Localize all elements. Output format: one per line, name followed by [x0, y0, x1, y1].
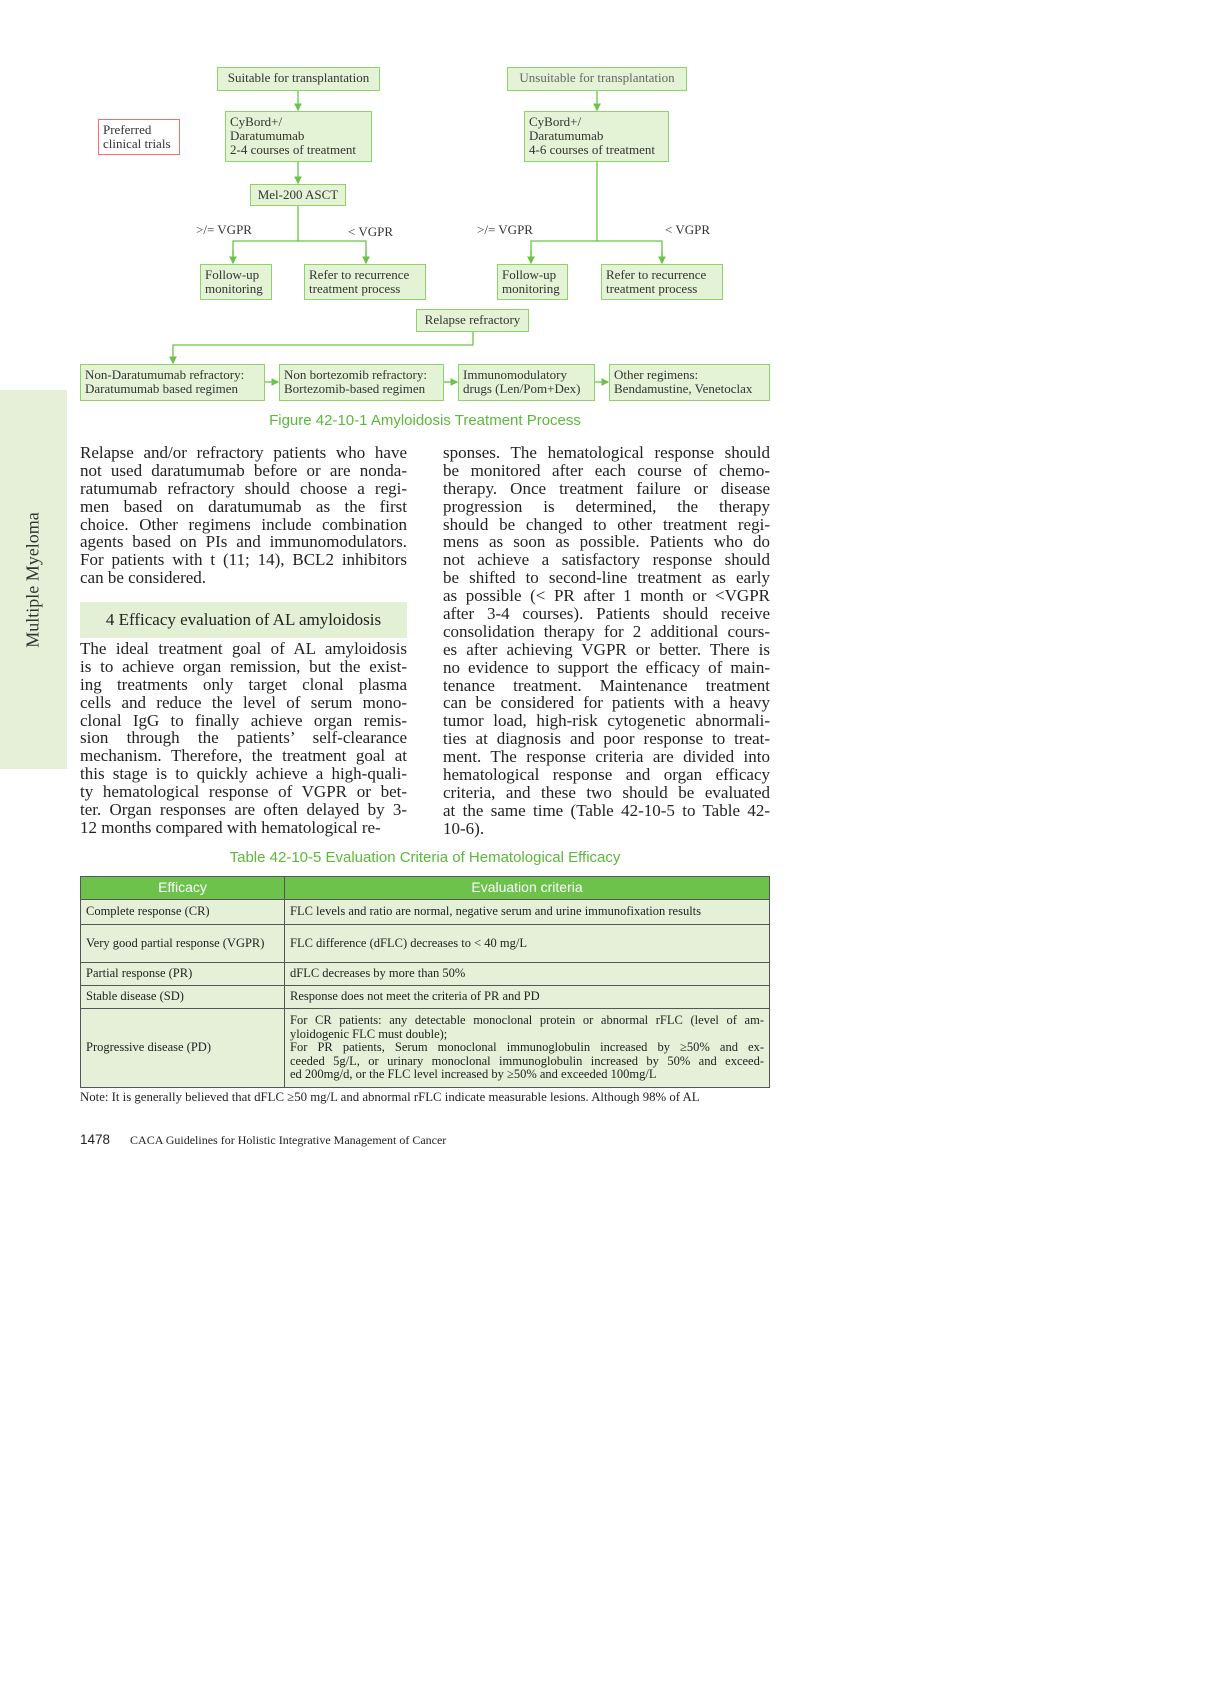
text-line: CyBord+/: [529, 114, 582, 129]
text-line: Preferred: [103, 122, 152, 137]
cell-criteria: Response does not meet the criteria of PR and PD: [285, 986, 770, 1009]
node-followup-right: [497, 264, 568, 300]
table-row: [81, 963, 770, 986]
node-cybord-left: [225, 111, 372, 162]
text-line: can be considered for patients with a heavy: [443, 693, 770, 713]
text-line: this stage is to quickly achieve a high-quali-: [80, 764, 407, 784]
text-line: Bortezomib-based regimen: [284, 381, 426, 396]
text-line: criteria, and these two should be evaluated: [443, 782, 770, 802]
text-line: For patients with t (11; 14), BCL2 inhibitors: [80, 550, 407, 570]
cell-criteria: FLC difference (dFLC) decreases to < 40 mg/L: [285, 925, 770, 963]
text-line: 10-6).: [443, 818, 485, 838]
text-line: be monitored after each course of chemo-: [443, 460, 770, 480]
footer-title: CACA Guidelines for Holistic Integrative Management of Cancer: [130, 1133, 447, 1147]
text-line: Refer to recurrence: [606, 267, 707, 282]
cell-criteria: [285, 1009, 770, 1088]
text-line: Follow-up: [205, 267, 260, 282]
text-line: ter. Organ responses are often delayed by 3-: [80, 800, 407, 820]
text-line: consolidation therapy for 2 additional cours-: [443, 621, 770, 641]
text-line: Relapse and/or refractory patients who have: [80, 443, 407, 462]
text-line: agents based on PIs and immunomodulators.: [80, 532, 407, 552]
node-cybord-right: [524, 111, 669, 162]
left-paragraph-1: [80, 444, 407, 587]
cell-efficacy: Stable disease (SD): [81, 986, 285, 1009]
text-line: mechanism. Therefore, the treatment goal at: [80, 746, 407, 766]
node-relapse-refractory: Relapse refractory: [416, 309, 529, 332]
node-refer-right: [601, 264, 723, 300]
text-line: For PR patients, Serum monoclonal immunoglobulin increased by ≥50% and ex-: [290, 1040, 764, 1055]
text-line: Non bortezomib refractory:: [284, 367, 427, 382]
text-line: Refer to recurrence: [309, 267, 410, 282]
side-tab: [0, 390, 67, 769]
text-line: clinical trials: [103, 136, 171, 151]
text-line: CyBord+/: [230, 114, 283, 129]
text-line: after 3-4 courses). Patients should receive: [443, 604, 770, 624]
table-row: [81, 1009, 770, 1088]
text-line: Other regimens:: [614, 367, 699, 382]
cell-efficacy: Very good partial response (VGPR): [81, 925, 285, 963]
text-line: drugs (Len/Pom+Dex): [463, 381, 581, 396]
text-line: ment. The response criteria are divided into: [443, 747, 770, 767]
text-line: Non-Daratumumab refractory:: [85, 367, 245, 382]
text-line: ratumumab refractory should choose a regi-: [80, 478, 407, 498]
header-efficacy: Efficacy: [81, 877, 285, 900]
node-non-daratumumab: [80, 364, 265, 401]
text-line: Immunomodulatory: [463, 367, 567, 382]
text-line: be shifted to second-line treatment as early: [443, 568, 770, 588]
text-line: tumor load, high-risk cytogenetic abnormali-: [443, 711, 770, 731]
figure-caption: Figure 42-10-1 Amyloidosis Treatment Process: [269, 412, 581, 429]
text-line: monitoring: [502, 281, 560, 296]
node-refer-left: [304, 264, 426, 300]
node-non-bortezomib: [279, 364, 444, 401]
text-line: Daratumumab: [529, 128, 604, 143]
text-line: as possible (< PR after 1 month or <VGPR: [443, 586, 770, 606]
cell-efficacy: Progressive disease (PD): [81, 1009, 285, 1088]
text-line: mens as soon as possible. Patients who do: [443, 532, 770, 552]
table-row: [81, 900, 770, 925]
flowchart-connectors: [0, 0, 1218, 420]
text-line: 4-6 courses of treatment: [529, 142, 655, 157]
text-line: choice. Other regimens include combination: [80, 514, 407, 534]
text-line: not achieve a satisfactory response should: [443, 550, 770, 570]
table-row: [81, 986, 770, 1009]
label-ge-vgpr-left: >/= VGPR: [196, 222, 252, 237]
text-line: hematological response and organ efficacy: [443, 765, 770, 785]
node-followup-left: [200, 264, 272, 300]
text-line: not used daratumumab before or are nonda-: [80, 460, 407, 480]
table-note: Note: It is generally believed that dFLC ≥50 mg/L and abnormal rFLC indicate measurable lesions. Although 98% of AL: [80, 1090, 700, 1104]
table-caption: Table 42-10-5 Evaluation Criteria of Hematological Efficacy: [229, 849, 621, 866]
text-line: should be changed to other treatment regi-: [443, 514, 770, 534]
text-line: at the same time (Table 42-10-5 to Table 42-: [443, 800, 770, 820]
text-line: Follow-up: [502, 267, 557, 282]
text-line: sion through the patients’ self-clearance: [80, 728, 407, 748]
text-line: For CR patients: any detectable monoclonal protein or abnormal rFLC (level of am-: [290, 1013, 764, 1028]
text-line: 12 months compared with hematological re-: [80, 817, 381, 837]
text-line: no evidence to support the efficacy of main-: [443, 657, 770, 677]
text-line: treatment process: [606, 281, 698, 296]
text-line: cells and reduce the level of serum mono-: [80, 692, 407, 712]
label-lt-vgpr-left: < VGPR: [348, 224, 394, 239]
node-immunomodulatory: [458, 364, 595, 401]
label-ge-vgpr-right: >/= VGPR: [477, 222, 533, 237]
text-line: progression is determined, the therapy: [443, 496, 770, 516]
text-line: ty hematological response of VGPR or bet-: [80, 782, 407, 802]
table-header-row: [81, 877, 770, 900]
text-line: can be considered.: [80, 568, 207, 588]
cell-efficacy: Complete response (CR): [81, 900, 285, 925]
left-paragraph-2: [80, 640, 407, 837]
node-suitable: Suitable for transplantation: [217, 67, 380, 91]
page-number: 1478: [80, 1132, 111, 1147]
page-footer: [80, 1132, 446, 1148]
text-line: Daratumumab based regimen: [85, 381, 239, 396]
node-unsuitable: Unsuitable for transplantation: [507, 67, 687, 91]
section-heading: 4 Efficacy evaluation of AL amyloidosis: [80, 602, 407, 638]
label-lt-vgpr-right: < VGPR: [665, 222, 711, 237]
text-line: yloidogenic FLC must double);: [290, 1026, 448, 1041]
efficacy-table: [80, 876, 770, 1088]
text-line: sponses. The hematological response should: [443, 443, 770, 462]
text-line: men based on daratumumab as the first: [80, 496, 407, 516]
node-mel-asct: Mel-200 ASCT: [250, 184, 346, 206]
text-line: Bendamustine, Venetoclax: [614, 381, 753, 396]
node-other-regimens: [609, 364, 770, 401]
text-line: clonal IgG to finally achieve organ remis-: [80, 710, 407, 730]
text-line: is to achieve organ remission, but the exist-: [80, 656, 407, 676]
text-line: treatment process: [309, 281, 401, 296]
side-tab-label: Multiple Myeloma: [22, 512, 43, 648]
text-line: ed 200mg/d, or the FLC level increased by ≥50% and exceeded 100mg/L: [290, 1067, 657, 1082]
text-line: Daratumumab: [230, 128, 305, 143]
table-row: [81, 925, 770, 963]
node-preferred-trials: [98, 119, 180, 155]
cell-criteria: dFLC decreases by more than 50%: [285, 963, 770, 986]
text-line: ceeded 5g/L, or urinary monoclonal immunoglobulin increased by 50% and exceed-: [290, 1053, 764, 1068]
cell-criteria: FLC levels and ratio are normal, negative serum and urine immunofixation results: [285, 900, 770, 925]
text-line: ing treatments only target clonal plasma: [80, 674, 407, 694]
text-line: ties at diagnosis and poor response to treat-: [443, 729, 770, 749]
cell-efficacy: Partial response (PR): [81, 963, 285, 986]
text-line: therapy. Once treatment failure or disease: [443, 478, 770, 498]
text-line: tenance treatment. Maintenance treatment: [443, 675, 770, 695]
text-line: 2-4 courses of treatment: [230, 142, 356, 157]
header-criteria: Evaluation criteria: [285, 877, 770, 900]
text-line: es after achieving VGPR or better. There is: [443, 639, 770, 659]
text-line: The ideal treatment goal of AL amyloidosis: [80, 639, 407, 658]
right-paragraph: [443, 444, 770, 838]
text-line: monitoring: [205, 281, 263, 296]
